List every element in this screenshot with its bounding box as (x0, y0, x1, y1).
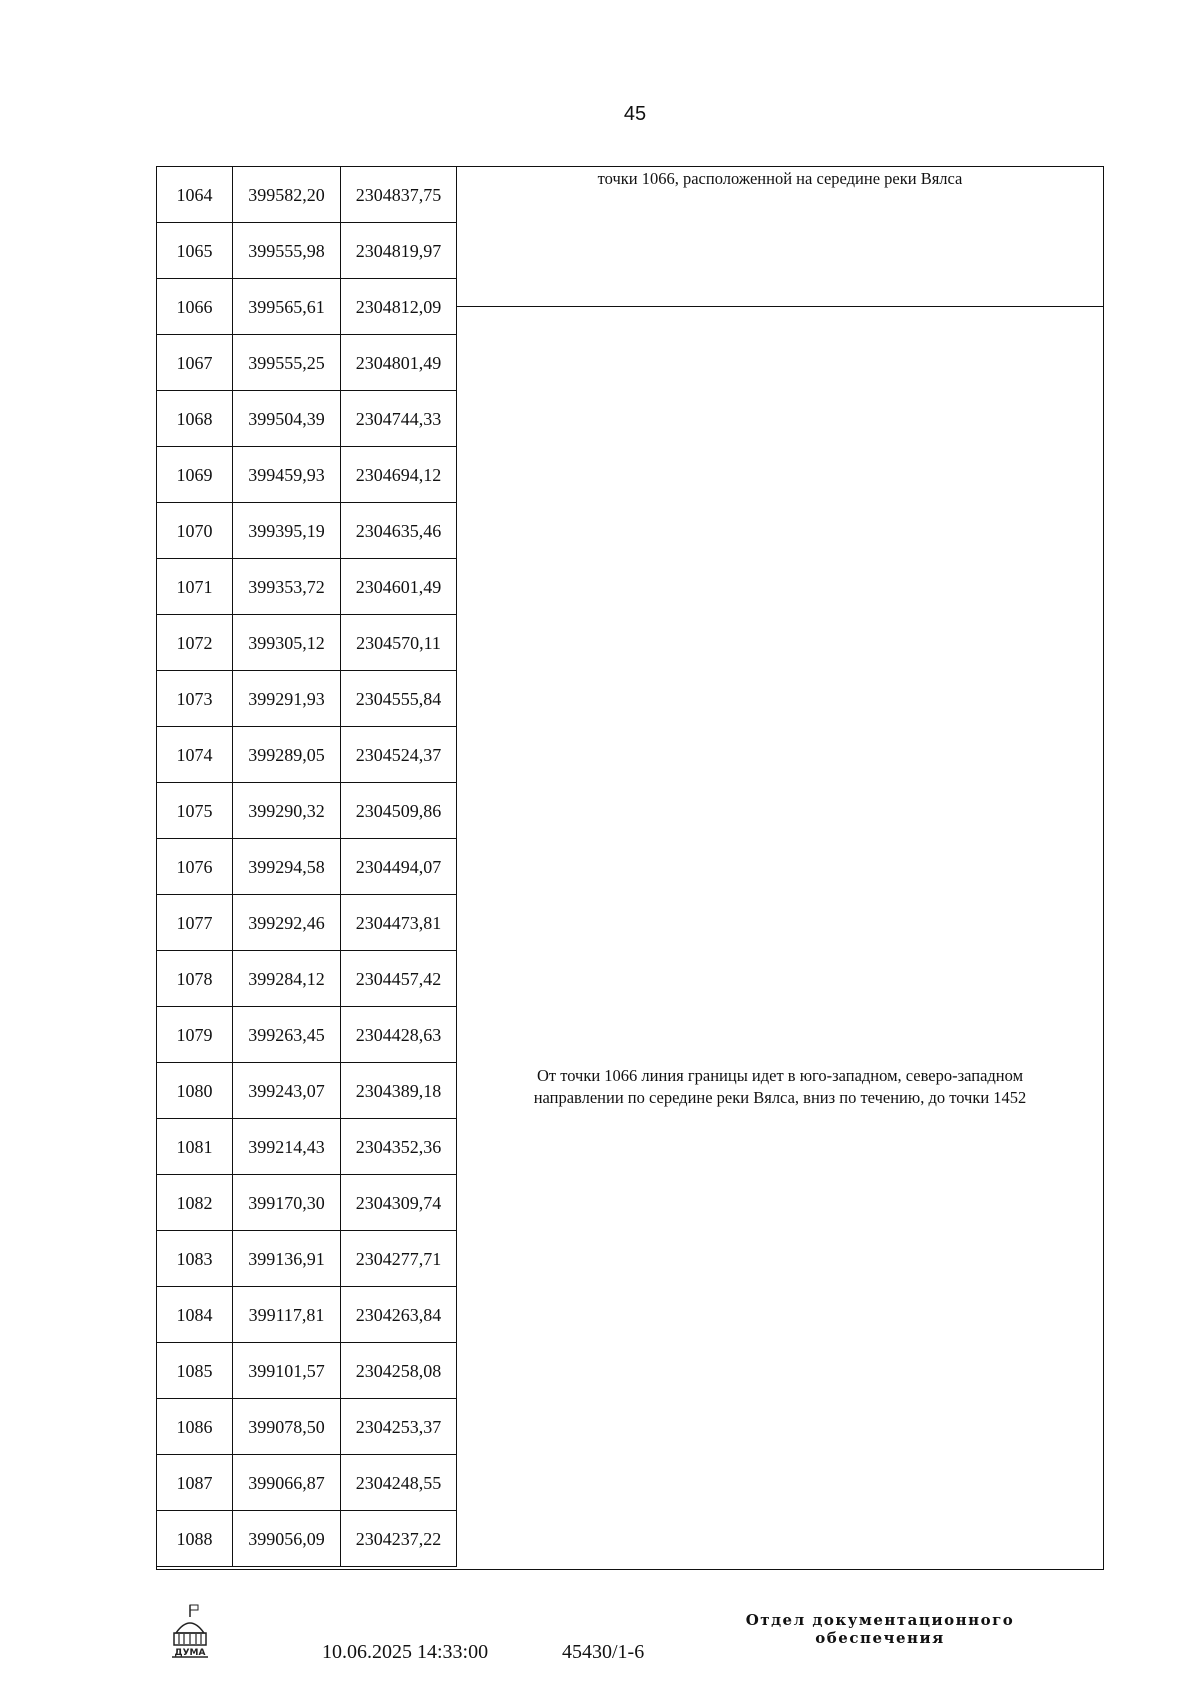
table-row (157, 895, 457, 951)
x-coordinate-cell: 399066,87 (233, 1455, 341, 1511)
x-coordinate-cell: 399243,07 (233, 1063, 341, 1119)
point-number-cell: 1085 (157, 1343, 233, 1399)
y-coordinate-cell: 2304509,86 (341, 783, 457, 839)
table-row (157, 839, 457, 895)
point-number-cell: 1084 (157, 1287, 233, 1343)
point-number-cell: 1076 (157, 839, 233, 895)
x-coordinate-cell: 399555,25 (233, 335, 341, 391)
point-number-cell: 1075 (157, 783, 233, 839)
x-coordinate-cell: 399555,98 (233, 223, 341, 279)
table-row (157, 335, 457, 391)
point-number-cell: 1064 (157, 167, 233, 223)
point-number-cell: 1077 (157, 895, 233, 951)
y-coordinate-cell: 2304819,97 (341, 223, 457, 279)
table-row (157, 951, 457, 1007)
point-number-cell: 1083 (157, 1231, 233, 1287)
table-row (157, 1511, 457, 1567)
x-coordinate-cell: 399078,50 (233, 1399, 341, 1455)
y-coordinate-cell: 2304494,07 (341, 839, 457, 895)
y-coordinate-cell: 2304428,63 (341, 1007, 457, 1063)
description-text-main (457, 1065, 1103, 1109)
table-row (157, 1455, 457, 1511)
x-coordinate-cell: 399459,93 (233, 447, 341, 503)
table-row (157, 1287, 457, 1343)
x-coordinate-cell: 399056,09 (233, 1511, 341, 1567)
table-row (157, 391, 457, 447)
y-coordinate-cell: 2304744,33 (341, 391, 457, 447)
y-coordinate-cell: 2304473,81 (341, 895, 457, 951)
table-row (157, 1175, 457, 1231)
x-coordinate-cell: 399284,12 (233, 951, 341, 1007)
document-id: 45430/1-6 (562, 1641, 645, 1663)
y-coordinate-cell: 2304694,12 (341, 447, 457, 503)
point-number-cell: 1081 (157, 1119, 233, 1175)
point-number-cell: 1079 (157, 1007, 233, 1063)
table-row (157, 783, 457, 839)
point-number-cell: 1088 (157, 1511, 233, 1567)
table-row (157, 279, 457, 335)
point-number-cell: 1067 (157, 335, 233, 391)
table-row (157, 1231, 457, 1287)
x-coordinate-cell: 399170,30 (233, 1175, 341, 1231)
table-row (157, 727, 457, 783)
x-coordinate-cell: 399291,93 (233, 671, 341, 727)
point-number-cell: 1070 (157, 503, 233, 559)
y-coordinate-cell: 2304237,22 (341, 1511, 457, 1567)
y-coordinate-cell: 2304253,37 (341, 1399, 457, 1455)
table-row (157, 1343, 457, 1399)
x-coordinate-cell: 399504,39 (233, 391, 341, 447)
description-line-1: От точки 1066 линия границы идет в юго-западном, северо-западном (536, 1066, 1024, 1085)
y-coordinate-cell: 2304601,49 (341, 559, 457, 615)
y-coordinate-cell: 2304801,49 (341, 335, 457, 391)
point-number-cell: 1072 (157, 615, 233, 671)
y-coordinate-cell: 2304812,09 (341, 279, 457, 335)
page-number: 45 (623, 103, 647, 125)
x-coordinate-cell: 399294,58 (233, 839, 341, 895)
point-number-cell: 1087 (157, 1455, 233, 1511)
x-coordinate-cell: 399582,20 (233, 167, 341, 223)
y-coordinate-cell: 2304277,71 (341, 1231, 457, 1287)
duma-logo-icon (168, 1603, 212, 1659)
y-coordinate-cell: 2304263,84 (341, 1287, 457, 1343)
point-number-cell: 1086 (157, 1399, 233, 1455)
x-coordinate-cell: 399395,19 (233, 503, 341, 559)
table-row (157, 223, 457, 279)
point-number-cell: 1069 (157, 447, 233, 503)
description-cell-main (457, 307, 1103, 1569)
table-row (157, 1119, 457, 1175)
point-number-cell: 1065 (157, 223, 233, 279)
point-number-cell: 1066 (157, 279, 233, 335)
y-coordinate-cell: 2304457,42 (341, 951, 457, 1007)
x-coordinate-cell: 399117,81 (233, 1287, 341, 1343)
department-stamp (720, 1611, 1040, 1647)
table-row (157, 503, 457, 559)
x-coordinate-cell: 399101,57 (233, 1343, 341, 1399)
y-coordinate-cell: 2304555,84 (341, 671, 457, 727)
table-row (157, 1063, 457, 1119)
y-coordinate-cell: 2304635,46 (341, 503, 457, 559)
y-coordinate-cell: 2304570,11 (341, 615, 457, 671)
y-coordinate-cell: 2304258,08 (341, 1343, 457, 1399)
department-line-1: Отдел документационного (745, 1611, 1015, 1629)
x-coordinate-cell: 399353,72 (233, 559, 341, 615)
department-line-2: обеспечения (815, 1629, 945, 1647)
duma-logo-text: ДУМА (174, 1648, 206, 1658)
x-coordinate-cell: 399289,05 (233, 727, 341, 783)
x-coordinate-cell: 399292,46 (233, 895, 341, 951)
point-number-cell: 1074 (157, 727, 233, 783)
y-coordinate-cell: 2304837,75 (341, 167, 457, 223)
table-row (157, 615, 457, 671)
y-coordinate-cell: 2304524,37 (341, 727, 457, 783)
point-number-cell: 1078 (157, 951, 233, 1007)
x-coordinate-cell: 399214,43 (233, 1119, 341, 1175)
table-row (157, 1007, 457, 1063)
point-number-cell: 1080 (157, 1063, 233, 1119)
x-coordinate-cell: 399565,61 (233, 279, 341, 335)
table-row (157, 671, 457, 727)
table-row (157, 1399, 457, 1455)
footer (0, 1595, 1200, 1675)
y-coordinate-cell: 2304248,55 (341, 1455, 457, 1511)
x-coordinate-cell: 399305,12 (233, 615, 341, 671)
description-cell-top (457, 167, 1103, 307)
table-row (157, 167, 457, 223)
table-row (157, 447, 457, 503)
point-number-cell: 1082 (157, 1175, 233, 1231)
point-number-cell: 1073 (157, 671, 233, 727)
y-coordinate-cell: 2304389,18 (341, 1063, 457, 1119)
y-coordinate-cell: 2304309,74 (341, 1175, 457, 1231)
x-coordinate-cell: 399263,45 (233, 1007, 341, 1063)
description-line-2: направлении по середине реки Вялса, вниз по течению, до точки 1452 (533, 1088, 1027, 1107)
x-coordinate-cell: 399136,91 (233, 1231, 341, 1287)
table-row (157, 559, 457, 615)
point-number-cell: 1068 (157, 391, 233, 447)
coordinates-table (156, 166, 1104, 1570)
description-text-top: точки 1066, расположенной на середине реки Вялса (597, 169, 963, 188)
timestamp: 10.06.2025 14:33:00 (322, 1641, 489, 1663)
x-coordinate-cell: 399290,32 (233, 783, 341, 839)
point-number-cell: 1071 (157, 559, 233, 615)
y-coordinate-cell: 2304352,36 (341, 1119, 457, 1175)
